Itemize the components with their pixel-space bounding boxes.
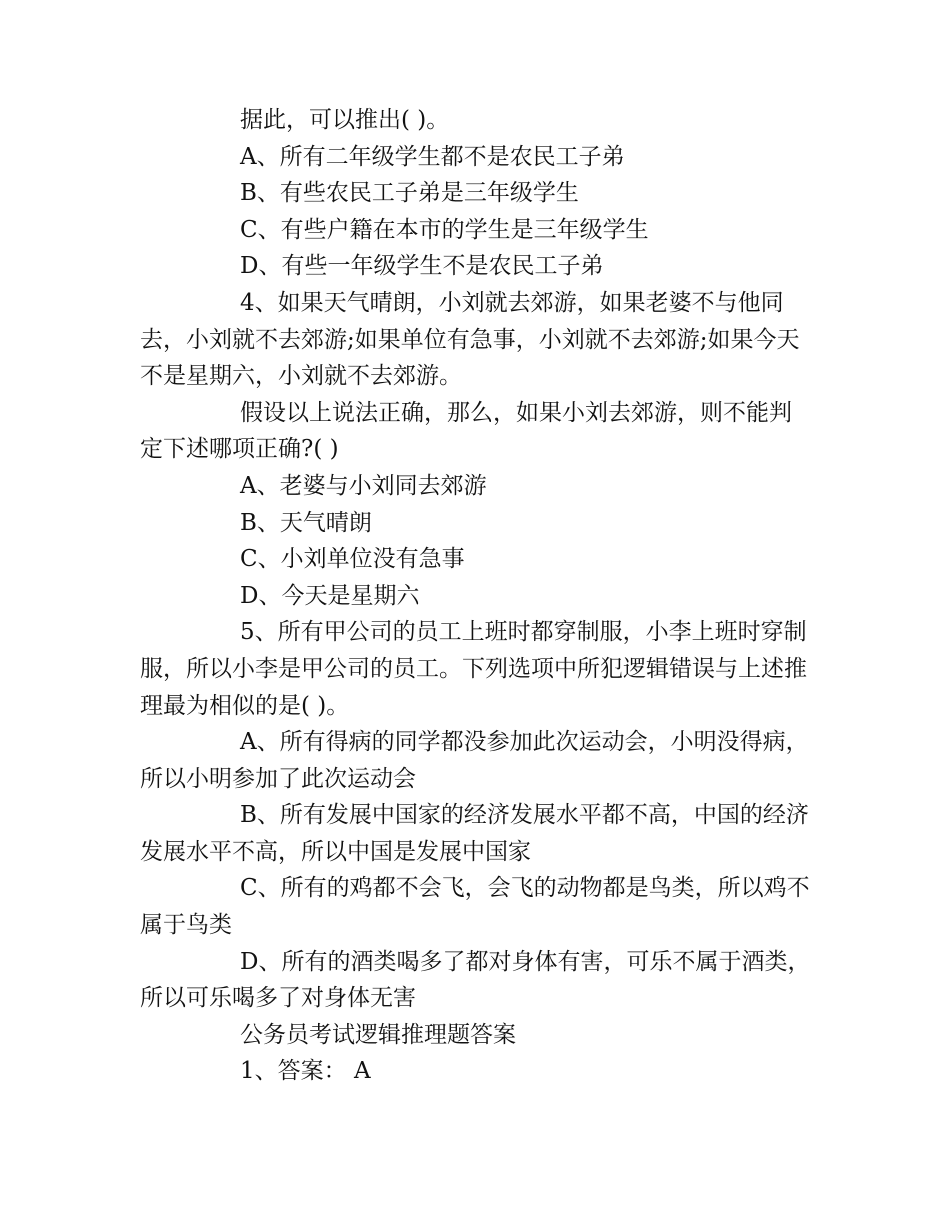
answer-1: 1、答案： A <box>240 1058 371 1085</box>
answers-heading: 公务员考试逻辑推理题答案 <box>240 1021 516 1048</box>
option-a: A、所有得病的同学都没参加此次运动会，小明没得病，所以小明参加了此次运动会 <box>140 729 809 792</box>
paragraph-lead: 据此，可以推出( )。 <box>240 107 450 133</box>
option-c: C、小刘单位没有急事 <box>240 546 465 573</box>
option-d: D、有些一年级学生不是农民工子弟 <box>240 253 604 280</box>
document-body <box>140 102 812 1090</box>
option-b: B、天气晴朗 <box>240 509 372 536</box>
question-4: 4、如果天气晴朗，小刘就去郊游，如果老婆不与他同去，小刘就不去郊游;如果单位有急事，小刘就不去郊游;如果今天不是星期六，小刘就不去郊游。 <box>140 289 800 390</box>
option-d: D、今天是星期六 <box>240 582 420 609</box>
option-c: C、有些户籍在本市的学生是三年级学生 <box>240 216 649 243</box>
question-5: 5、所有甲公司的员工上班时都穿制服，小李上班时穿制服，所以小李是甲公司的员工。下列选项中所犯逻辑错误与上述推理最为相似的是( )。 <box>140 619 807 719</box>
option-a: A、所有二年级学生都不是农民工子弟 <box>240 143 625 170</box>
option-d: D、所有的酒类喝多了都对身体有害，可乐不属于酒类，所以可乐喝多了对身体无害 <box>140 948 811 1012</box>
question-4-prompt: 假设以上说法正确，那么，如果小刘去郊游，则不能判定下述哪项正确?( ) <box>140 399 792 463</box>
option-c: C、所有的鸡都不会飞，会飞的动物都是鸟类，所以鸡不属于鸟类 <box>140 875 810 939</box>
option-a: A、老婆与小刘同去郊游 <box>240 472 487 499</box>
option-b: B、有些农民工子弟是三年级学生 <box>240 180 579 207</box>
option-b: B、所有发展中国家的经济发展水平都不高，中国的经济发展水平不高，所以中国是发展中国家 <box>140 802 809 865</box>
